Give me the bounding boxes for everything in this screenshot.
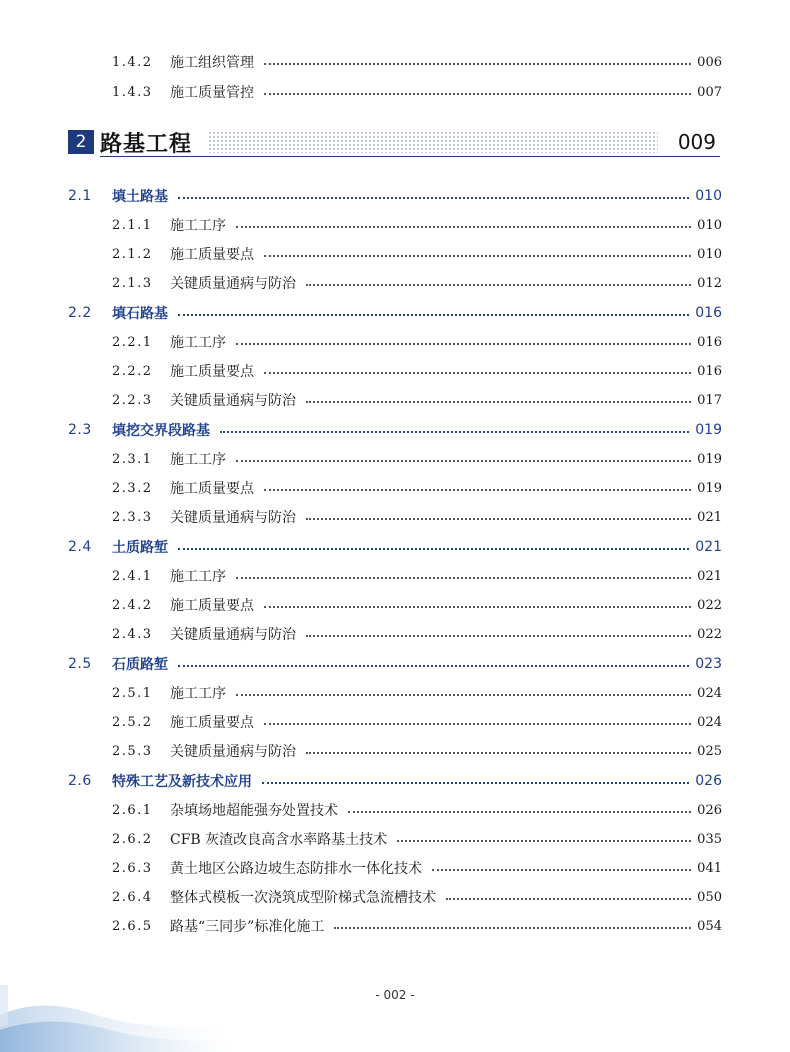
dot-leader bbox=[236, 577, 691, 579]
toc-section-2-1[interactable] bbox=[68, 184, 722, 208]
dot-leader bbox=[236, 226, 691, 228]
toc-section-2-6[interactable] bbox=[68, 769, 722, 793]
toc-entry-page: 021 bbox=[697, 509, 722, 525]
toc-entry-2-4-3[interactable] bbox=[112, 622, 722, 646]
toc-entry-title: 施工工序 bbox=[170, 452, 226, 468]
toc-entry-number: 2.4.2 bbox=[112, 597, 153, 613]
toc-entry-title: 施工工序 bbox=[170, 686, 226, 702]
toc-entry-title: CFB 灰渣改良高含水率路基土技术 bbox=[170, 832, 388, 848]
dot-leader bbox=[348, 811, 691, 813]
toc-entry-number: 2.3.3 bbox=[112, 509, 153, 525]
toc-entry-number: 2.2.2 bbox=[112, 363, 153, 379]
toc-entry-page: 022 bbox=[697, 626, 722, 642]
toc-section-2-2[interactable] bbox=[68, 301, 722, 325]
toc-entry-2-2-1[interactable] bbox=[112, 330, 722, 354]
toc-entry-number: 2.5.1 bbox=[112, 685, 153, 701]
toc-entry-page: 025 bbox=[697, 743, 722, 759]
toc-section-number: 2.3 bbox=[68, 422, 92, 438]
toc-entry-1-4-2[interactable] bbox=[112, 50, 722, 74]
toc-entry-2-5-1[interactable] bbox=[112, 681, 722, 705]
toc-entry-2-1-3[interactable] bbox=[112, 271, 722, 295]
dot-leader bbox=[236, 460, 691, 462]
toc-entry-number: 2.6.1 bbox=[112, 802, 153, 818]
toc-section-title: 土质路堑 bbox=[112, 540, 168, 556]
toc-entry-2-2-3[interactable] bbox=[112, 388, 722, 412]
dot-leader bbox=[220, 431, 689, 433]
toc-entry-number: 1.4.3 bbox=[112, 84, 153, 100]
toc-entry-2-6-2[interactable] bbox=[112, 827, 722, 851]
toc-section-2-4[interactable] bbox=[68, 535, 722, 559]
toc-entry-page: 050 bbox=[697, 889, 722, 905]
toc-entry-number: 2.5.3 bbox=[112, 743, 153, 759]
dot-leader bbox=[306, 635, 691, 637]
toc-entry-title: 关键质量通病与防治 bbox=[170, 510, 296, 526]
dot-leader bbox=[262, 782, 689, 784]
chapter-underline bbox=[100, 156, 720, 157]
dot-leader bbox=[178, 314, 689, 316]
toc-entry-number: 2.3.2 bbox=[112, 480, 153, 496]
toc-entry-page: 010 bbox=[697, 246, 722, 262]
toc-section-title: 石质路堑 bbox=[112, 657, 168, 673]
page-number-footer: - 002 - bbox=[375, 988, 415, 1002]
toc-entry-page: 012 bbox=[697, 275, 722, 291]
toc-entry-number: 2.6.4 bbox=[112, 889, 153, 905]
toc-entry-2-3-2[interactable] bbox=[112, 476, 722, 500]
toc-entry-number: 2.1.2 bbox=[112, 246, 153, 262]
dot-leader bbox=[264, 63, 691, 65]
dotted-band-decoration bbox=[208, 131, 658, 153]
toc-section-number: 2.2 bbox=[68, 305, 92, 321]
toc-section-page: 021 bbox=[695, 539, 722, 555]
toc-entry-2-6-5[interactable] bbox=[112, 914, 722, 938]
toc-section-page: 023 bbox=[695, 656, 722, 672]
toc-section-page: 026 bbox=[695, 773, 722, 789]
toc-section-2-3[interactable] bbox=[68, 418, 722, 442]
toc-section-page: 019 bbox=[695, 422, 722, 438]
toc-section-title: 特殊工艺及新技术应用 bbox=[112, 774, 252, 790]
dot-leader bbox=[334, 927, 691, 929]
toc-entry-page: 024 bbox=[697, 714, 722, 730]
toc-entry-number: 2.4.1 bbox=[112, 568, 153, 584]
dot-leader bbox=[446, 898, 691, 900]
toc-entry-title: 施工组织管理 bbox=[170, 55, 254, 71]
toc-entry-page: 041 bbox=[697, 860, 722, 876]
dot-leader bbox=[264, 606, 691, 608]
dot-leader bbox=[264, 372, 691, 374]
toc-entry-title: 杂填场地超能强夯处置技术 bbox=[170, 803, 338, 819]
toc-entry-page: 022 bbox=[697, 597, 722, 613]
toc-entry-2-6-4[interactable] bbox=[112, 885, 722, 909]
toc-entry-title: 施工质量要点 bbox=[170, 481, 254, 497]
toc-section-2-5[interactable] bbox=[68, 652, 722, 676]
toc-entry-page: 007 bbox=[697, 84, 722, 100]
dot-leader bbox=[397, 840, 691, 842]
dot-leader bbox=[178, 665, 689, 667]
toc-section-number: 2.4 bbox=[68, 539, 92, 555]
toc-entry-title: 施工工序 bbox=[170, 218, 226, 234]
toc-entry-number: 2.1.3 bbox=[112, 275, 153, 291]
toc-entry-title: 关键质量通病与防治 bbox=[170, 627, 296, 643]
toc-entry-number: 2.2.3 bbox=[112, 392, 153, 408]
dot-leader bbox=[264, 489, 691, 491]
toc-entry-number: 2.2.1 bbox=[112, 334, 153, 350]
toc-entry-title: 关键质量通病与防治 bbox=[170, 744, 296, 760]
toc-entry-page: 026 bbox=[697, 802, 722, 818]
toc-entry-page: 016 bbox=[697, 363, 722, 379]
toc-entry-number: 2.3.1 bbox=[112, 451, 153, 467]
toc-entry-2-6-3[interactable] bbox=[112, 856, 722, 880]
chapter-title: 路基工程 bbox=[100, 131, 193, 157]
toc-section-page: 016 bbox=[695, 305, 722, 321]
toc-entry-2-3-3[interactable] bbox=[112, 505, 722, 529]
toc-entry-2-1-1[interactable] bbox=[112, 213, 722, 237]
toc-entry-page: 054 bbox=[697, 918, 722, 934]
chapter-heading[interactable] bbox=[68, 127, 720, 157]
toc-entry-2-2-2[interactable] bbox=[112, 359, 722, 383]
toc-entry-number: 2.6.2 bbox=[112, 831, 153, 847]
toc-entry-title: 施工质量要点 bbox=[170, 247, 254, 263]
toc-entry-title: 施工工序 bbox=[170, 335, 226, 351]
dot-leader bbox=[236, 343, 691, 345]
toc-section-number: 2.5 bbox=[68, 656, 92, 672]
toc-entry-title: 关键质量通病与防治 bbox=[170, 276, 296, 292]
toc-entry-2-6-1[interactable] bbox=[112, 798, 722, 822]
toc-entry-2-1-2[interactable] bbox=[112, 242, 722, 266]
toc-entry-title: 施工质量管控 bbox=[170, 85, 254, 101]
dot-leader bbox=[432, 869, 691, 871]
toc-entry-2-4-1[interactable] bbox=[112, 564, 722, 588]
toc-entry-title: 施工质量要点 bbox=[170, 715, 254, 731]
toc-entry-page: 019 bbox=[697, 451, 722, 467]
toc-entry-page: 035 bbox=[697, 831, 722, 847]
toc-entry-page: 024 bbox=[697, 685, 722, 701]
toc-section-title: 填石路基 bbox=[112, 306, 168, 322]
toc-entry-number: 2.1.1 bbox=[112, 217, 153, 233]
dot-leader bbox=[306, 518, 691, 520]
dot-leader bbox=[264, 255, 691, 257]
toc-entry-title: 整体式模板一次浇筑成型阶梯式急流槽技术 bbox=[170, 890, 436, 906]
corner-wave-decoration bbox=[0, 975, 230, 1052]
toc-entry-number: 1.4.2 bbox=[112, 54, 153, 70]
toc-entry-1-4-3[interactable] bbox=[112, 80, 722, 104]
toc-entry-title: 施工工序 bbox=[170, 569, 226, 585]
toc-entry-title: 黄土地区公路边坡生态防排水一体化技术 bbox=[170, 861, 422, 877]
chapter-page: 009 bbox=[677, 130, 716, 154]
toc-entry-page: 019 bbox=[697, 480, 722, 496]
chapter-number-badge: 2 bbox=[68, 130, 94, 154]
toc-entry-number: 2.5.2 bbox=[112, 714, 153, 730]
toc-entry-page: 006 bbox=[697, 54, 722, 70]
toc-entry-2-5-3[interactable] bbox=[112, 739, 722, 763]
toc-entry-2-5-2[interactable] bbox=[112, 710, 722, 734]
toc-entry-title: 施工质量要点 bbox=[170, 364, 254, 380]
toc-entry-title: 关键质量通病与防治 bbox=[170, 393, 296, 409]
toc-entry-page: 017 bbox=[697, 392, 722, 408]
toc-section-title: 填土路基 bbox=[112, 189, 168, 205]
toc-entry-2-4-2[interactable] bbox=[112, 593, 722, 617]
dot-leader bbox=[264, 723, 691, 725]
toc-entry-title: 路基“三同步”标准化施工 bbox=[170, 919, 325, 935]
toc-entry-page: 016 bbox=[697, 334, 722, 350]
toc-section-number: 2.1 bbox=[68, 188, 92, 204]
toc-entry-2-3-1[interactable] bbox=[112, 447, 722, 471]
toc-section-title: 填挖交界段路基 bbox=[112, 423, 210, 439]
dot-leader bbox=[236, 694, 691, 696]
dot-leader bbox=[306, 752, 691, 754]
toc-entry-title: 施工质量要点 bbox=[170, 598, 254, 614]
toc-entry-page: 021 bbox=[697, 568, 722, 584]
toc-section-number: 2.6 bbox=[68, 773, 92, 789]
dot-leader bbox=[306, 284, 691, 286]
dot-leader bbox=[178, 548, 689, 550]
toc-section-page: 010 bbox=[695, 188, 722, 204]
toc-entry-number: 2.6.3 bbox=[112, 860, 153, 876]
toc-entry-page: 010 bbox=[697, 217, 722, 233]
dot-leader bbox=[264, 93, 691, 95]
dot-leader bbox=[178, 197, 689, 199]
toc-entry-number: 2.4.3 bbox=[112, 626, 153, 642]
dot-leader bbox=[306, 401, 691, 403]
toc-entry-number: 2.6.5 bbox=[112, 918, 153, 934]
